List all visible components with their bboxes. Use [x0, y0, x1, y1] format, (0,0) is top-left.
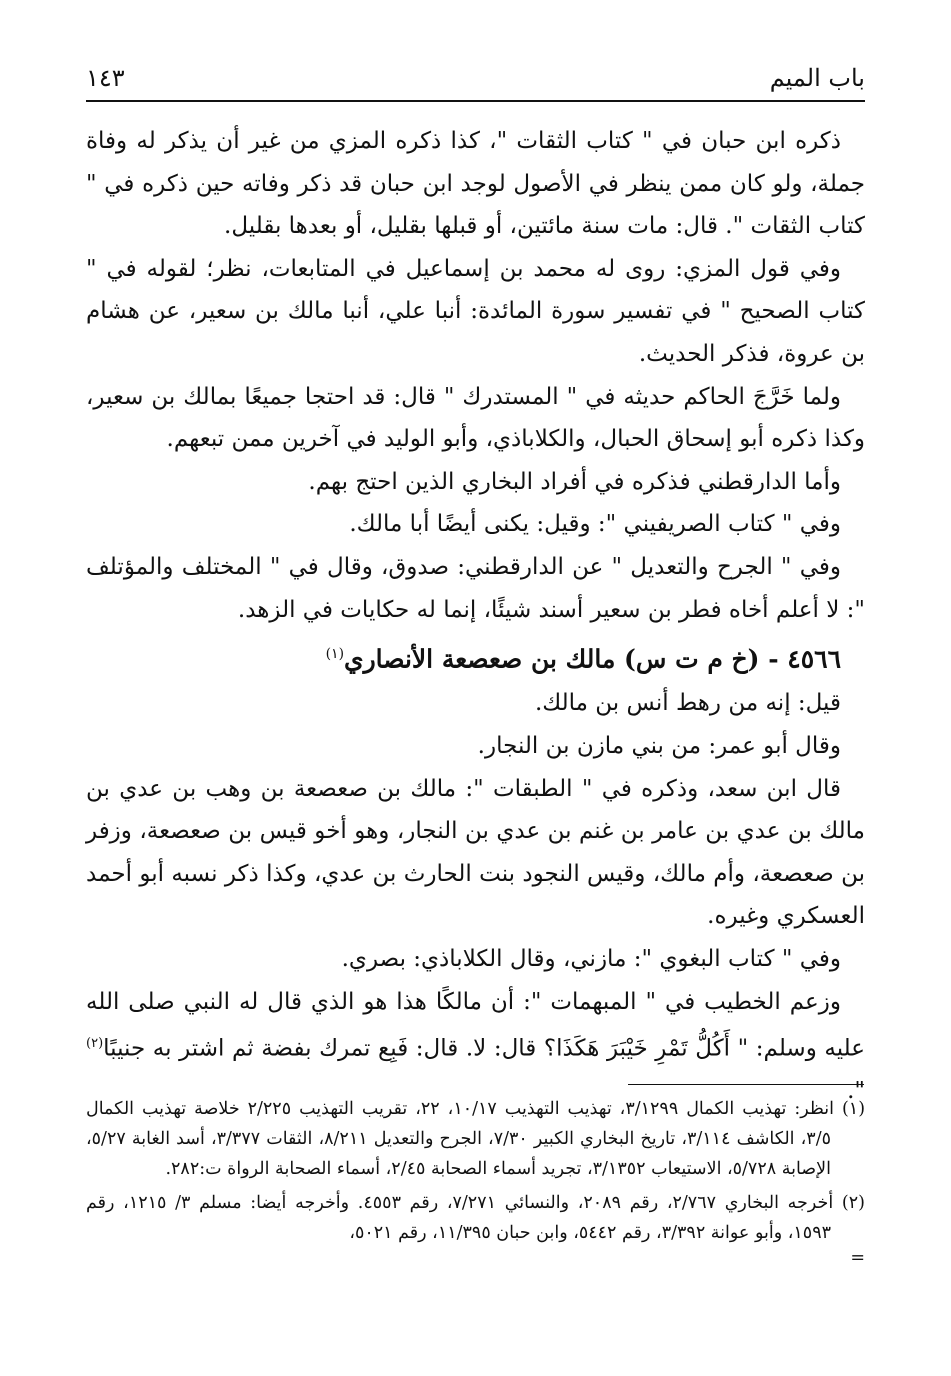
- paragraph: وفي " كتاب البغوي ": مازني، وقال الكلاباذي: بصري.: [341, 946, 841, 973]
- paragraph: قيل: إنه من رهط أنس بن مالك.: [534, 690, 841, 717]
- chapter-title: باب الميم: [769, 64, 865, 92]
- footnote-ref[interactable]: (٢): [86, 1036, 104, 1052]
- footnote: (١) انظر: تهذيب الكمال ٣/١٢٩٩، تهذيب التهذيب ١٠/١٧، ٢٢، تقريب التهذيب ٢/٢٢٥ خلاصة تهذيب الكمال ٣/٥، الكاشف ٣/١١٤، تاريخ البخاري الكبير ٧/٣٠، الجرح والتعديل ٨/٢١١، الثقات ٣/٣٧٧، أسد الغابة ٥/٢٧، الإصابة ٥/٧٢٨، الاستيعاب ٣/١٣٥٢، تجريد أسماء الصحابة ٢/٤٥، أسماء الصحابة الرواة ت:٢٨٢.: [86, 1099, 866, 1179]
- footnote-divider: [628, 1084, 864, 1085]
- footnote-ref[interactable]: (١): [325, 646, 345, 663]
- entry-heading: [86, 631, 865, 682]
- footnotes: [86, 1094, 865, 1268]
- paragraph: وفي قول المزي: روى له محمد بن إسماعيل في المتابعات، نظر؛ لقوله في " كتاب الصحيح " في تفسير سورة المائدة: أنبا علي، أنبا مالك بن سعير، عن هشام بن عروة، فذكر الحديث.: [86, 255, 865, 367]
- paragraph: قال ابن سعد، وذكره في " الطبقات ": مالك بن صعصعة بن وهب بن عدي بن مالك بن عدي بن عامر بن غنم بن عدي بن النجار، وهو أخو قيس بن صعصعة، وزفر بن صعصعة، وأم مالك، وقيس النجود بنت الحارث بن عدي، وكذا ذكر نسبه أبو أحمد العسكري وغيره.: [86, 775, 865, 930]
- paragraph: وقال أبو عمر: من بني مازن بن النجار.: [477, 733, 841, 760]
- paragraph: ذكره ابن حبان في " كتاب الثقات "، كذا ذكره المزي من غير أن يذكر له وفاة جملة، ولو كان ممن ينظر في الأصول لوجد ابن حبان قد ذكر وفاته حين ذكره في " كتاب الثقات ". قال: مات سنة مائتين، أو قبلها بقليل، أو بعدها بقليل.: [86, 128, 865, 240]
- page-number: ١٤٣: [86, 64, 125, 92]
- entry-heading-text: ٤٥٦٦ - (خ م ت س) مالك بن صعصعة الأنصاري: [344, 644, 841, 674]
- footnote-continuation-mark: =: [850, 1248, 865, 1268]
- paragraph-text: وزعم الخطيب في " المبهمات ": أن مالكًا هذا هو الذي قال له النبي صلى الله عليه وسلم: " أَكُلُّ تَمْرِ خَيْبَرَ هَكَذَا؟ قال: لا. قال: فَبِع تمرك بفضة ثم اشتر به جنيبًا: [86, 988, 865, 1062]
- paragraph: ولما خَرَّجَ الحاكم حديثه في " المستدرك " قال: قد احتجا جميعًا بمالك بن سعير، وكذا ذكره أبو إسحاق الحبال، والكلاباذي، وأبو الوليد في آخرين ممن تبعهم.: [86, 383, 865, 453]
- paragraph: وفي " كتاب الصريفيني ": وقيل: يكنى أيضًا أبا مالك.: [349, 511, 841, 538]
- page-header: [86, 60, 865, 102]
- quote-close: ".: [847, 1078, 865, 1105]
- footnote: (٢) أخرجه البخاري ٢/٧٦٧، رقم ٢٠٨٩، والنسائي ٧/٢٧١، رقم ٤٥٥٣. وأخرجه أيضا: مسلم ٣/ ١٢١٥، رقم ١٥٩٣، وأبو عوانة ٣/٣٩٢، رقم ٥٤٤٢، وابن حبان ١١/٣٩٥، رقم ٥٠٢١،: [86, 1193, 865, 1243]
- paragraph: وفي " الجرح والتعديل " عن الدارقطني: صدوق، وقال في " المختلف والمؤتلف ": لا أعلم أخاه فطر بن سعير أسند شيئًا، إنما له حكايات في الزهد.: [86, 553, 865, 623]
- main-text: [86, 120, 865, 1113]
- paragraph: وأما الدارقطني فذكره في أفراد البخاري الذين احتج بهم.: [308, 468, 841, 495]
